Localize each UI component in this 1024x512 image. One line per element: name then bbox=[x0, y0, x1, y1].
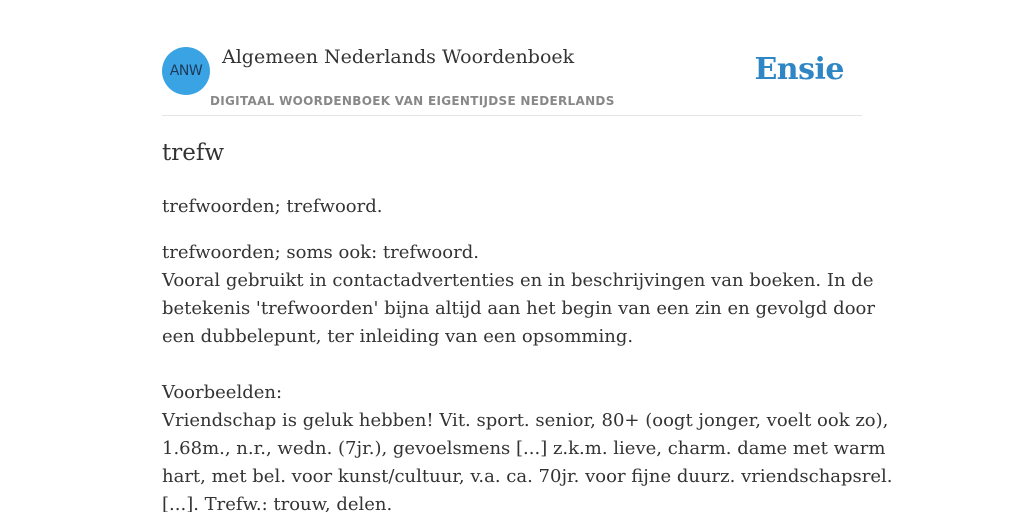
site-header bbox=[162, 0, 862, 116]
long-definition bbox=[162, 239, 893, 512]
example-line: Vriendschap is geluk hebben! Vit. sport. senior, 80+ (oogt jonger, voelt ook zo), bbox=[162, 410, 889, 431]
anw-logo[interactable] bbox=[162, 47, 210, 95]
definition-line: Vooral gebruikt in contactadvertenties en in beschrijvingen van boeken. In de bbox=[162, 270, 874, 291]
example-line: hart, met bel. voor kunst/cultuur, v.a. ca. 70jr. voor fijne duurz. vriendschapsrel. bbox=[162, 466, 893, 487]
definition-line: betekenis 'trefwoorden' bijna altijd aan het begin van een zin en gevolgd door bbox=[162, 298, 875, 319]
example-line: 1.68m., n.r., wedn. (7jr.), gevoelsmens [...] z.k.m. lieve, charm. dame met warm bbox=[162, 438, 886, 459]
ensie-brand-link[interactable]: Ensie bbox=[754, 52, 844, 87]
example-line: [...]. Trefw.: trouw, delen. bbox=[162, 494, 393, 512]
definition-line: een dubbelepunt, ter inleiding van een opsomming. bbox=[162, 326, 634, 347]
entry-headword: trefw bbox=[162, 140, 225, 166]
short-definition: trefwoorden; trefwoord. bbox=[162, 196, 383, 217]
site-title[interactable]: Algemeen Nederlands Woordenboek bbox=[222, 46, 575, 68]
definition-line: trefwoorden; soms ook: trefwoord. bbox=[162, 242, 479, 263]
page bbox=[162, 0, 893, 512]
logo-text: ANW bbox=[169, 63, 203, 79]
examples-heading: Voorbeelden: bbox=[162, 382, 283, 403]
paragraph-gap bbox=[162, 351, 862, 379]
site-subtitle: DIGITAAL WOORDENBOEK VAN EIGENTIJDSE NEDERLANDS bbox=[210, 94, 615, 108]
